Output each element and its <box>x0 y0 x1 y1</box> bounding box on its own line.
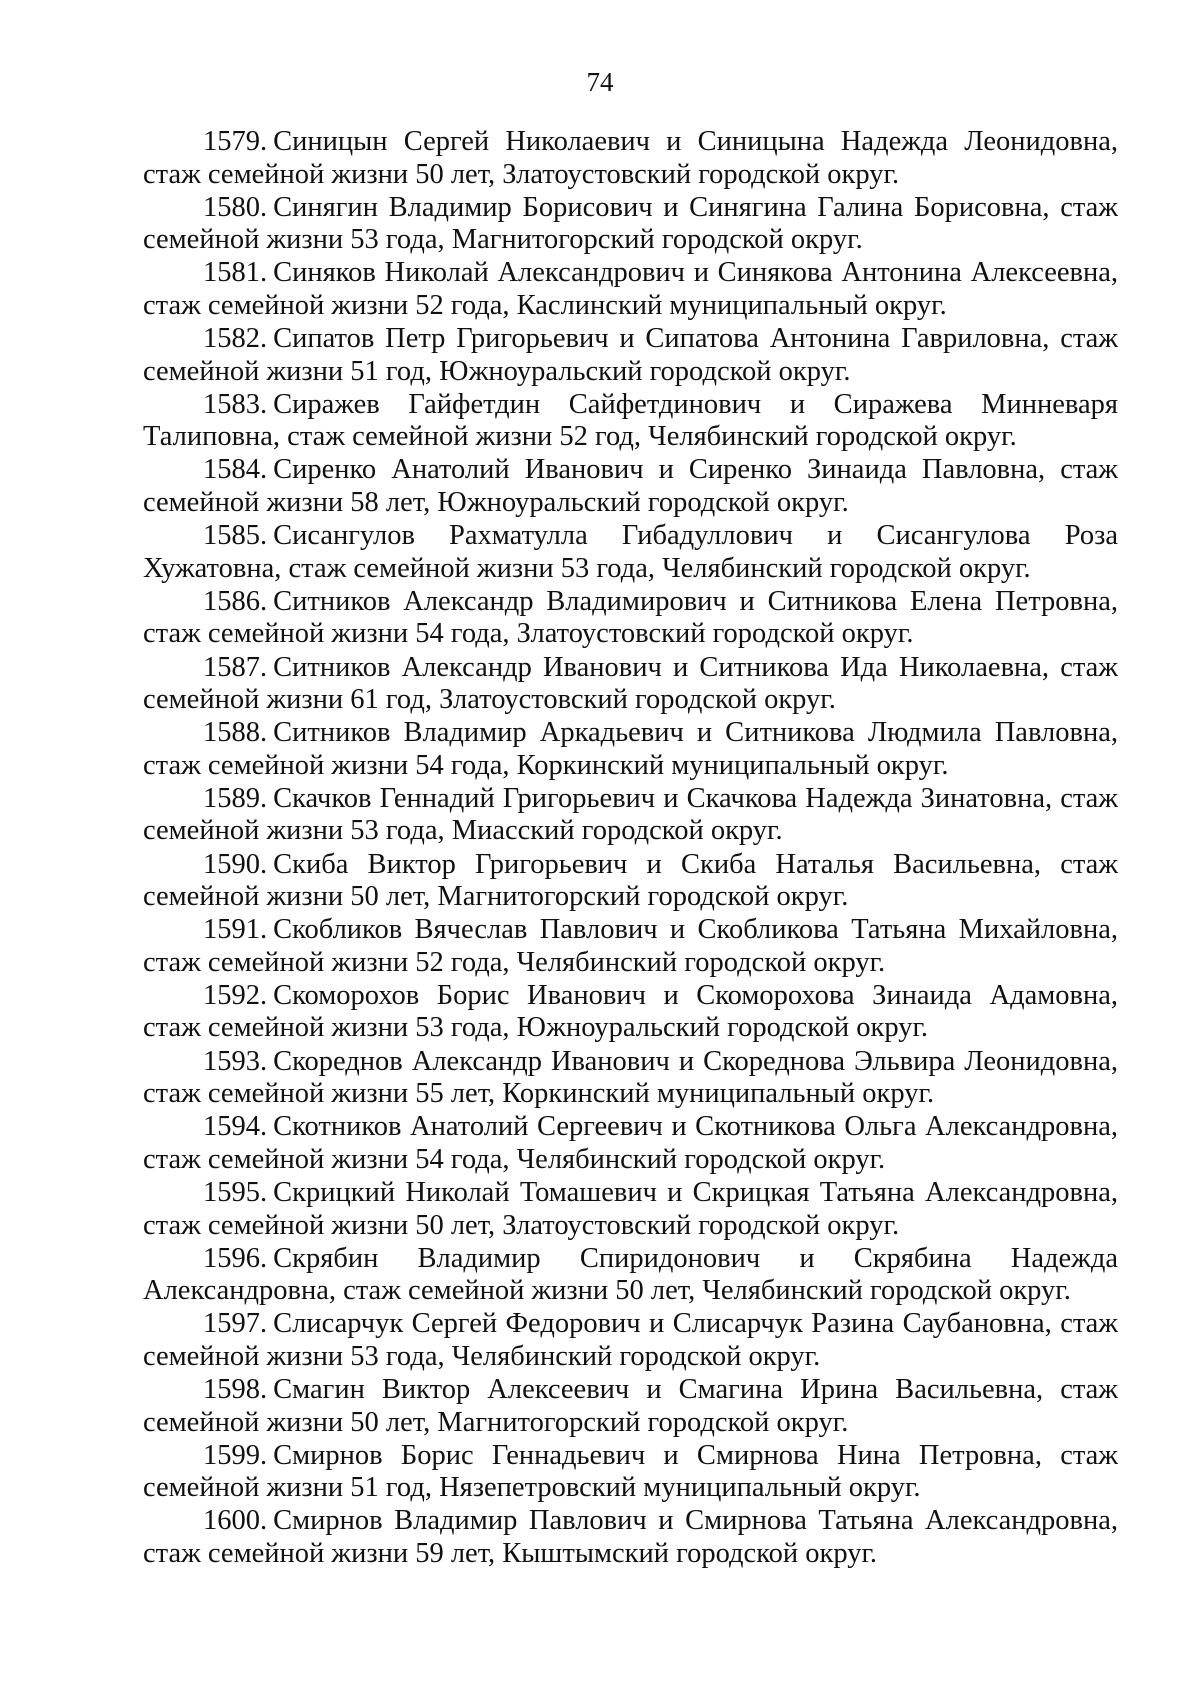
entry-number: 1595. <box>203 1177 268 1208</box>
list-item <box>143 717 1118 782</box>
entry-number: 1586. <box>203 585 268 617</box>
entry-text: Сисангулов Рахматулла Гибадуллович и Сисангулова Роза Хужатовна, стаж семейной жизни 53 года, Челябинский городской округ. <box>143 520 1118 584</box>
entry-text: Сиренко Анатолий Иванович и Сиренко Зинаида Павловна, стаж семейной жизни 58 лет, Южноуральский городской округ. <box>143 454 1118 518</box>
list-item <box>143 1505 1118 1570</box>
entry-number: 1581. <box>203 257 268 289</box>
entry-number: 1588. <box>203 717 268 749</box>
list-item <box>143 1177 1118 1242</box>
entry-text: Скотников Анатолий Сергеевич и Скотникова Ольга Александровна, стаж семейной жизни 54 года, Челябинский городской округ. <box>143 1111 1118 1175</box>
list-item <box>143 652 1118 717</box>
entry-text: Смирнов Владимир Павлович и Смирнова Татьяна Александровна, стаж семейной жизни 59 лет, Кыштымский городской округ. <box>143 1505 1118 1569</box>
entry-number: 1600. <box>203 1505 268 1537</box>
entry-number: 1582. <box>203 323 268 355</box>
entry-text: Скореднов Александр Иванович и Скореднова Эльвира Леонидовна, стаж семейной жизни 55 лет, Коркинский муниципальный округ. <box>143 1045 1118 1110</box>
entry-number: 1591. <box>203 914 268 946</box>
list-item <box>143 1243 1118 1308</box>
list-item <box>143 1374 1118 1439</box>
list-item <box>143 849 1118 914</box>
list-item <box>143 586 1118 651</box>
entry-number: 1590. <box>203 848 268 880</box>
entry-number: 1593. <box>203 1045 268 1077</box>
list-item <box>143 323 1118 388</box>
entry-number: 1585. <box>203 520 268 552</box>
entry-number: 1594. <box>203 1111 268 1143</box>
entry-number: 1579. <box>203 126 268 157</box>
entry-number: 1580. <box>203 191 268 223</box>
entries-list <box>143 126 1118 1571</box>
entry-text: Синягин Владимир Борисович и Синягина Галина Борисовна, стаж семейной жизни 53 года, Магнитогорский городской округ. <box>143 191 1118 256</box>
entry-number: 1583. <box>203 388 268 420</box>
entry-text: Сипатов Петр Григорьевич и Сипатова Антонина Гавриловна, стаж семейной жизни 51 год, Южноуральский городской округ. <box>143 323 1118 387</box>
entry-text: Скачков Геннадий Григорьевич и Скачкова Надежда Зинатовна, стаж семейной жизни 53 года, Миасский городской округ. <box>143 782 1118 847</box>
entry-text: Ситников Александр Владимирович и Ситникова Елена Петровна, стаж семейной жизни 54 года, Златоустовский городской округ. <box>143 585 1118 650</box>
entry-text: Скобликов Вячеслав Павлович и Скобликова Татьяна Михайловна, стаж семейной жизни 52 года, Челябинский городской округ. <box>143 914 1118 978</box>
list-item <box>143 192 1118 257</box>
entry-text: Смагин Виктор Алексеевич и Смагина Ирина Васильевна, стаж семейной жизни 50 лет, Магнитогорский городской округ. <box>143 1374 1118 1438</box>
list-item <box>143 1440 1118 1505</box>
entry-text: Сиражев Гайфетдин Сайфетдинович и Сиражева Минневаря Талиповна, стаж семейной жизни 52 год, Челябинский городской округ. <box>143 388 1118 453</box>
entry-text: Скиба Виктор Григорьевич и Скиба Наталья Васильевна, стаж семейной жизни 50 лет, Магнитогорский городской округ. <box>143 848 1118 913</box>
entry-text: Ситников Владимир Аркадьевич и Ситникова Людмила Павловна, стаж семейной жизни 54 года, Коркинский муниципальный округ. <box>143 717 1118 781</box>
list-item <box>143 1308 1118 1373</box>
entry-number: 1599. <box>203 1439 268 1471</box>
entry-number: 1596. <box>203 1242 268 1274</box>
entry-number: 1587. <box>203 651 268 683</box>
list-item <box>143 520 1118 585</box>
list-item <box>143 389 1118 454</box>
entry-number: 1584. <box>203 454 268 486</box>
entry-text: Ситников Александр Иванович и Ситникова Ида Николаевна, стаж семейной жизни 61 год, Златоустовский городской округ. <box>143 651 1118 715</box>
entry-number: 1597. <box>203 1308 268 1340</box>
list-item <box>143 783 1118 848</box>
page-number: 74 <box>586 67 614 97</box>
list-item <box>143 1111 1118 1176</box>
list-item <box>143 1046 1118 1111</box>
entry-text: Слисарчук Сергей Федорович и Слисарчук Разина Саубановна, стаж семейной жизни 53 года, Челябинский городской округ. <box>143 1308 1118 1372</box>
entry-number: 1598. <box>203 1374 268 1406</box>
entry-number: 1592. <box>203 979 268 1011</box>
entry-number: 1589. <box>203 782 268 814</box>
entry-text: Синяков Николай Александрович и Синякова Антонина Алексеевна, стаж семейной жизни 52 года, Каслинский муниципальный округ. <box>143 257 1118 321</box>
list-item <box>143 257 1118 322</box>
list-item <box>143 126 1118 191</box>
entry-text: Синицын Сергей Николаевич и Синицына Надежда Леонидовна, стаж семейной жизни 50 лет, Златоустовский городской округ. <box>143 126 1118 190</box>
list-item <box>143 914 1118 979</box>
entry-text: Скрицкий Николай Томашевич и Скрицкая Татьяна Александровна, стаж семейной жизни 50 лет, Златоустовский городской округ. <box>143 1177 1118 1241</box>
entry-text: Скоморохов Борис Иванович и Скоморохова Зинаида Адамовна, стаж семейной жизни 53 года, Южноуральский городской округ. <box>143 979 1118 1044</box>
entry-text: Скрябин Владимир Спиридонович и Скрябина Надежда Александровна, стаж семейной жизни 50 лет, Челябинский городской округ. <box>143 1242 1118 1307</box>
list-item <box>143 454 1118 519</box>
entry-text: Смирнов Борис Геннадьевич и Смирнова Нина Петровна, стаж семейной жизни 51 год, Нязепетровский муниципальный округ. <box>143 1439 1118 1504</box>
list-item <box>143 980 1118 1045</box>
